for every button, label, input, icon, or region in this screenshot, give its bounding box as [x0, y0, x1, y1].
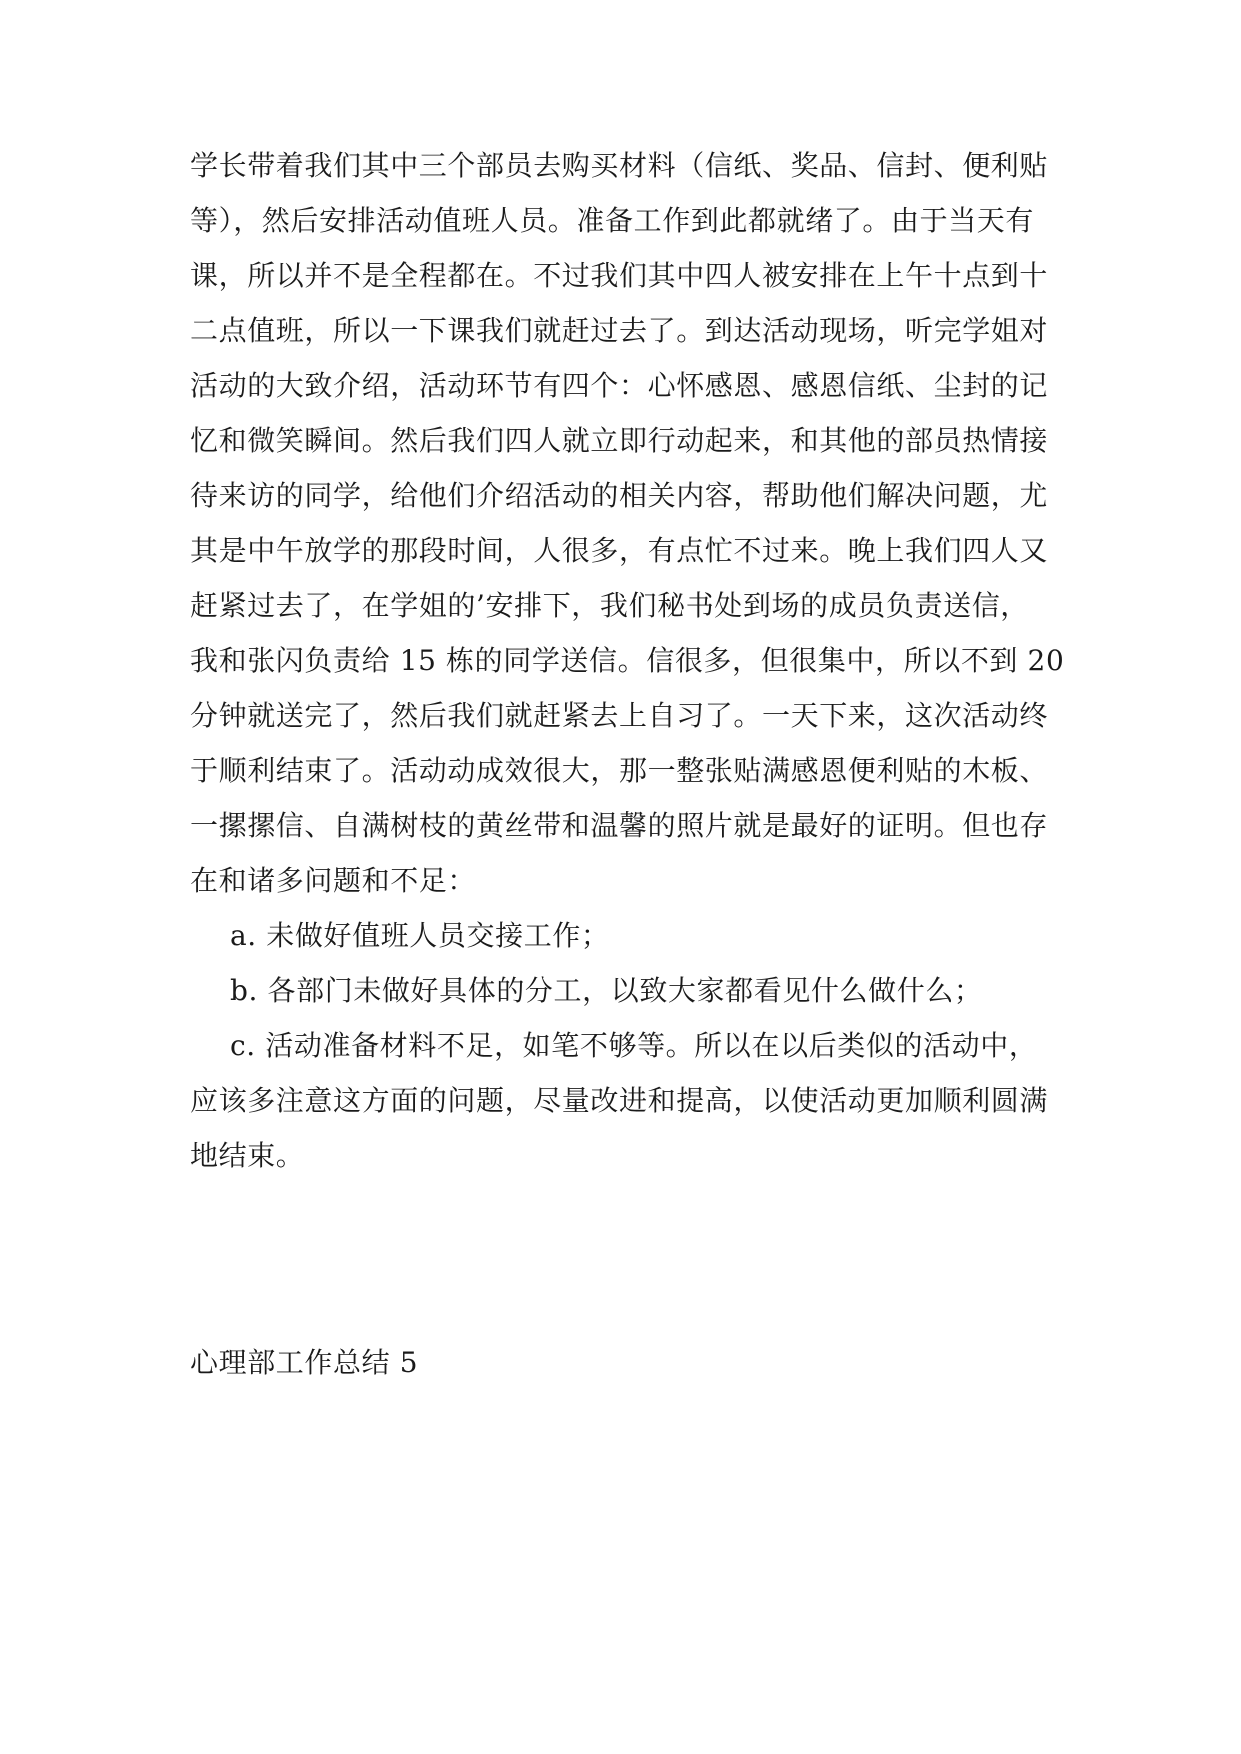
paragraph-line: 赶紧过去了，在学姐的’安排下，我们秘书处到场的成员负责送信，	[190, 589, 1029, 622]
paragraph-line: 于顺利结束了。活动动成效很大，那一整张贴满感恩便利贴的木板、	[190, 754, 1049, 787]
paragraph-line: 我和张闪负责给 15 栋的同学送信。信很多，但很集中，所以不到 20	[190, 644, 1065, 677]
paragraph-line: 学长带着我们其中三个部员去购买材料（信纸、奖品、信封、便利贴	[190, 149, 1049, 182]
paragraph-line: 分钟就送完了，然后我们就赶紧去上自习了。一天下来，这次活动终	[190, 699, 1049, 732]
closing-line: 应该多注意这方面的问题，尽量改进和提高，以使活动更加顺利圆满	[190, 1084, 1049, 1117]
paragraph-line: 活动的大致介绍，活动环节有四个：心怀感恩、感恩信纸、尘封的记	[190, 369, 1049, 402]
paragraph-line: 二点值班，所以一下课我们就赶过去了。到达活动现场，听完学姐对	[190, 314, 1049, 347]
paragraph-line: 其是中午放学的那段时间，人很多，有点忙不过来。晚上我们四人又	[190, 534, 1049, 567]
paragraph-line: 在和诸多问题和不足：	[190, 864, 477, 897]
closing-line: 地结束。	[190, 1139, 305, 1172]
list-item: a. 未做好值班人员交接工作；	[230, 919, 610, 952]
section-heading: 心理部工作总结 5	[190, 1346, 419, 1379]
list-item: c. 活动准备材料不足，如笔不够等。所以在以后类似的活动中，	[230, 1029, 1038, 1062]
list-item: b. 各部门未做好具体的分工，以致大家都看见什么做什么；	[230, 974, 983, 1007]
paragraph-line: 一摞摞信、自满树枝的黄丝带和温馨的照片就是最好的证明。但也存	[190, 809, 1049, 842]
paragraph-line: 课，所以并不是全程都在。不过我们其中四人被安排在上午十点到十	[190, 259, 1049, 292]
paragraph-line: 等），然后安排活动值班人员。准备工作到此都就绪了。由于当天有	[190, 204, 1035, 237]
paragraph-line: 忆和微笑瞬间。然后我们四人就立即行动起来，和其他的部员热情接	[190, 424, 1049, 457]
paragraph-line: 待来访的同学，给他们介绍活动的相关内容，帮助他们解决问题，尤	[190, 479, 1049, 512]
